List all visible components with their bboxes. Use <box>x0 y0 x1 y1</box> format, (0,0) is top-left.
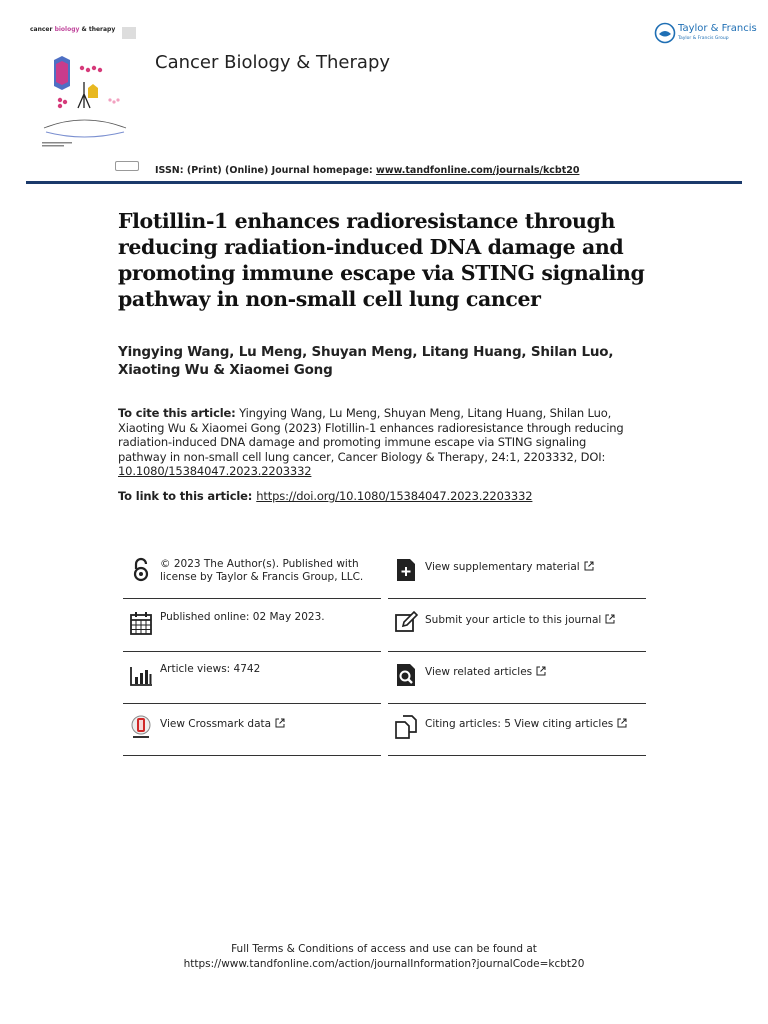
cite-text: Yingying Wang, Lu Meng, Shuyan Meng, Litang Huang, Shilan Luo, Xiaoting Wu & Xiaomei Gong (2023) Flotillin-1 enhances radioresistance through reducing radiation-induced DNA damage and promoting immune escape via STING signaling pathway in non-small cell lung cancer, Cancer Biology & Therapy, 24:1, 2203332, DOI: <box>118 406 624 464</box>
related-label: View related articles <box>425 666 533 678</box>
publisher-small-logo <box>115 161 139 171</box>
supplementary-material-link[interactable] <box>388 546 646 599</box>
issn-line: ISSN: (Print) (Online) Journal homepage: www.tandfonline.com/journals/kcbt20 <box>155 165 580 176</box>
publisher-emblem-icon <box>654 22 676 44</box>
external-link-icon <box>275 718 285 728</box>
journal-cover-thumbnail <box>30 24 142 156</box>
citing-articles-link[interactable] <box>388 703 646 756</box>
crossmark-label: View Crossmark data <box>160 718 272 730</box>
article-views: Article views: 4742 <box>160 663 261 675</box>
add-document-icon <box>394 557 418 583</box>
submit-label: Submit your article to this journal <box>425 614 602 626</box>
related-articles-link[interactable] <box>388 651 646 704</box>
search-document-icon <box>394 662 418 688</box>
cite-doi-link[interactable]: 10.1080/15384047.2023.2203332 <box>118 464 312 478</box>
header-divider <box>26 181 742 184</box>
crossmark-icon <box>129 714 153 740</box>
license-info <box>123 546 381 599</box>
terms-footer <box>0 942 768 972</box>
link-label: To link to this article: <box>118 489 253 503</box>
published-date-info <box>123 599 381 652</box>
published-date: Published online: 02 May 2023. <box>160 611 325 623</box>
external-link-icon <box>605 614 615 624</box>
article-doi-link[interactable]: https://doi.org/10.1080/15384047.2023.2203332 <box>256 489 533 503</box>
publisher-name: Taylor & Francis <box>678 23 757 34</box>
license-line-1: © 2023 The Author(s). Published with <box>160 558 359 570</box>
citation-block <box>118 406 638 479</box>
citing-label: Citing articles: 5 View citing articles <box>425 718 614 730</box>
taylor-francis-logo[interactable] <box>654 22 757 48</box>
publisher-group: Taylor & Francis Group <box>678 36 729 41</box>
article-authors: Yingying Wang, Lu Meng, Shuyan Meng, Litang Huang, Shilan Luo, Xiaoting Wu & Xiaomei Gong <box>118 344 614 378</box>
calendar-icon <box>129 610 153 636</box>
article-views-info <box>123 651 381 704</box>
citing-documents-icon <box>394 714 418 740</box>
cite-label: To cite this article: <box>118 406 236 420</box>
license-line-2: license by Taylor & Francis Group, LLC. <box>160 571 364 583</box>
external-link-icon <box>536 666 546 676</box>
article-title: Flotillin-1 enhances radioresistance through reducing radiation-induced DNA damage and promoting immune escape via STING signaling pathway in non-small cell lung cancer <box>118 209 645 311</box>
external-link-icon <box>617 718 627 728</box>
bar-chart-icon <box>129 662 153 688</box>
article-link-line <box>118 489 532 503</box>
crossmark-link[interactable] <box>123 703 381 756</box>
cover-journal-title: cancer biology & therapy <box>30 26 116 33</box>
journal-name: Cancer Biology & Therapy <box>155 52 391 73</box>
journal-homepage-link[interactable]: www.tandfonline.com/journals/kcbt20 <box>376 165 580 176</box>
terms-line-1: Full Terms & Conditions of access and use can be found at <box>231 943 537 955</box>
supplementary-label: View supplementary material <box>425 561 580 573</box>
submit-article-link[interactable] <box>388 599 646 652</box>
open-access-icon <box>129 557 153 583</box>
external-link-icon <box>584 561 594 571</box>
edit-icon <box>394 610 418 636</box>
terms-url[interactable]: https://www.tandfonline.com/action/journalInformation?journalCode=kcbt20 <box>183 958 585 970</box>
